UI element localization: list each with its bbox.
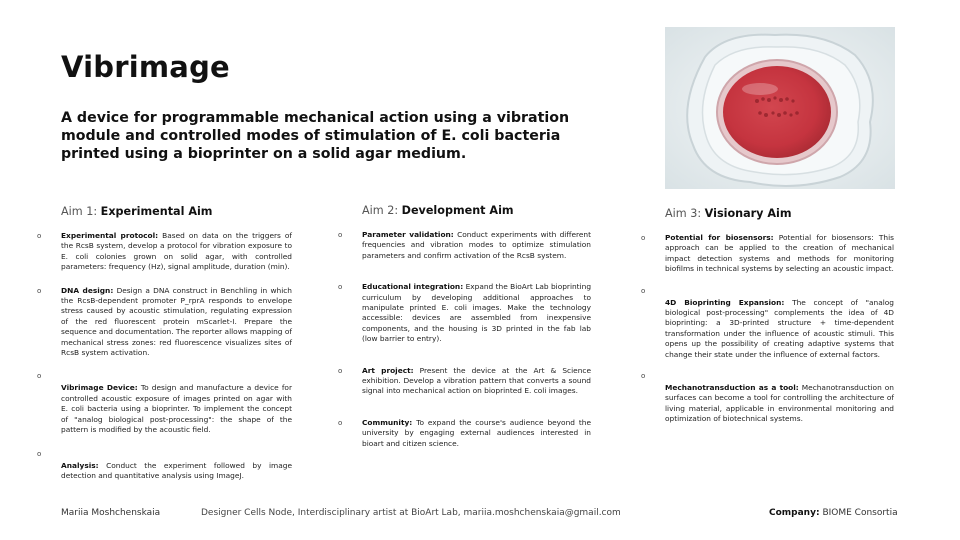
petri-dish-photo — [665, 27, 895, 189]
list-item — [641, 286, 894, 360]
item-label: Art project: — [362, 365, 414, 375]
bullet-icon: o — [641, 372, 646, 381]
list-item — [37, 371, 292, 435]
aim-3-list — [641, 233, 894, 425]
item-text: Mechanotransduction on surfaces can become a tool for controlling the architecture of living material, applicable in environmental monitoring and optimization of biotechnical systems. — [665, 383, 894, 424]
aim-2-name: Development Aim — [401, 204, 514, 217]
page-title: Vibrimage — [61, 50, 230, 84]
aim-1-number: Aim 1: — [61, 205, 98, 218]
aim-3-number: Aim 3: — [665, 207, 702, 220]
aim-2-heading — [362, 204, 591, 217]
bullet-icon: o — [338, 283, 343, 292]
item-label: 4D Bioprinting Expansion: — [665, 297, 785, 307]
list-item — [338, 417, 591, 449]
company-info — [769, 508, 898, 518]
item-label: DNA design: — [61, 285, 114, 295]
aim-1-column — [37, 205, 293, 494]
list-item — [338, 230, 591, 261]
list-item — [37, 285, 292, 359]
aim-3-name: Visionary Aim — [704, 207, 792, 220]
author-name: Mariia Moshchenskaia — [61, 508, 161, 518]
item-label: Mechanotransduction as a tool: — [665, 383, 799, 393]
aim-1-name: Experimental Aim — [100, 205, 213, 218]
item-text: Expand the BioArt Lab bioprinting curriculum by developing additional approaches to manipulate printed E. coli images. Make the technology accessible: devices are assembled from inexpensive components, and the housing is 3D printed in the fab lab (low barrier to entry). — [362, 282, 592, 344]
item-label: Potential for biosensors: — [665, 233, 774, 242]
bullet-icon: o — [37, 449, 42, 458]
bullet-icon: o — [338, 418, 343, 427]
company-label: Company: — [769, 508, 820, 518]
aim-2-list — [338, 230, 592, 449]
list-item — [641, 371, 894, 425]
bullet-icon: o — [641, 286, 646, 295]
item-text: To design and manufacture a device for controlled acoustic exposure of images printed on agar with E. coli bacteria using a bioprinter. To implement the concept of "analog biological post-processing": the shape of the pattern is modified by the acoustic field. — [61, 383, 292, 435]
aim-3-heading — [665, 207, 894, 220]
bullet-icon: o — [338, 231, 343, 239]
list-item — [37, 231, 293, 273]
list-item — [641, 233, 894, 275]
aim-2-column — [338, 204, 592, 470]
list-item — [37, 449, 292, 482]
item-label: Analysis: — [61, 460, 99, 470]
item-text: Design a DNA construct in Benchling in which the RcsB-dependent promoter P_rprA responds to envelope stress caused by acoustic stimulation, regulating expression of the red fluorescent protein mScarlet-I. Prepare the sequence and documentation. The reporter allows mapping of mechanical stress zones: red fluorescence visualizes sites of RcsB system activation. — [61, 285, 292, 358]
item-label: Community: — [362, 417, 413, 427]
bullet-icon: o — [338, 366, 343, 375]
aim-3-column — [641, 207, 894, 436]
list-item — [338, 282, 592, 344]
aim-1-heading — [61, 205, 292, 218]
item-text: Potential for biosensors: This approach can be applied to the creation of mechanical impact detection systems and methods for monitoring biofilms in technical systems by selecting an acoustic impact. — [665, 233, 894, 274]
bullet-icon: o — [37, 286, 42, 295]
page-subtitle: A device for programmable mechanical action using a vibration module and controlled modes of stimulation of E. coli bacteria printed using a bioprinter on a solid agar medium. — [61, 110, 570, 162]
company-name: BIOME Consortia — [822, 508, 898, 518]
bullet-icon: o — [37, 372, 42, 381]
petri-dish-illustration — [665, 27, 895, 189]
author-description: Designer Cells Node, Interdisciplinary artist at BioArt Lab, mariia.moshchenskaia@gmail.com — [201, 508, 621, 518]
list-item — [338, 365, 591, 397]
item-text: Conduct experiments with different frequencies and vibration modes to optimize stimulation parameters and confirm activation of the RcsB system. — [362, 230, 591, 260]
item-text: Conduct the experiment followed by image detection and quantitative analysis using ImageJ. — [61, 460, 292, 480]
item-label: Parameter validation: — [362, 230, 454, 239]
item-label: Educational integration: — [362, 282, 464, 292]
item-text: Present the device at the Art & Science exhibition. Develop a vibration pattern that converts a sound signal into mechanical action on bioprinted E. coli images. — [362, 365, 591, 396]
item-text: To expand the course's audience beyond the university by engaging external audiences interested in bioart and citizen science. — [362, 417, 591, 448]
item-text: Based on data on the triggers of the RcsB system, develop a protocol for vibration exposure to E. coli colonies grown on solid agar, with controlled parameters: frequency (Hz), signal amplitude, duration (min). — [61, 231, 293, 272]
item-text: The concept of "analog biological post-processing" complements the idea of 4D bioprinting: a 3D-printed structure + time-dependent transformation under the influence of acoustic stimuli. This opens up the possibility of creating adaptive systems that change their state under the influence of external factors. — [665, 297, 894, 359]
aim-2-number: Aim 2: — [362, 204, 399, 217]
item-label: Vibrimage Device: — [61, 383, 138, 393]
bullet-icon: o — [641, 234, 646, 242]
aim-1-list — [37, 231, 293, 481]
item-label: Experimental protocol: — [61, 231, 159, 240]
bullet-icon: o — [37, 232, 42, 240]
